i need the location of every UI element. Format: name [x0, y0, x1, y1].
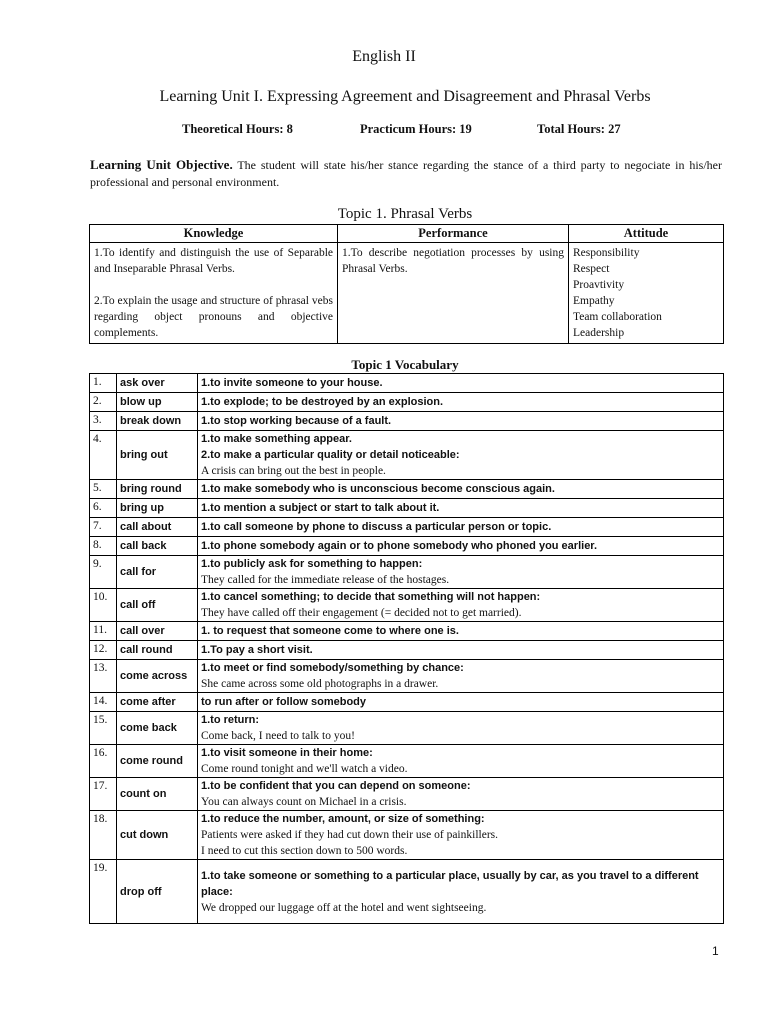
- vocab-row: [90, 499, 724, 518]
- unit-title: Learning Unit I. Expressing Agreement and Disagreement and Phrasal Verbs: [159, 88, 651, 105]
- definition-text: 2.to make a particular quality or detail noticeable:: [201, 449, 460, 461]
- definition-text: 1.to call someone by phone to discuss a particular person or topic.: [201, 521, 552, 533]
- phrasal-verb: bring round: [117, 480, 198, 499]
- definition-text: 1.to publicly ask for something to happen:: [201, 558, 423, 570]
- verb-definition-cell: [198, 556, 724, 589]
- vocab-number: 15.: [90, 712, 117, 745]
- definition-text: 1.to visit someone in their home:: [201, 747, 373, 759]
- phrasal-verb: come back: [117, 712, 198, 745]
- vocab-row: [90, 860, 724, 924]
- example-sentence: You can always count on Michael in a crisis.: [201, 796, 407, 808]
- vocab-number: 1.: [90, 374, 117, 393]
- phrasal-verb: come after: [117, 693, 198, 712]
- vocabulary-table: [89, 373, 724, 924]
- vocab-row: [90, 622, 724, 641]
- vocabulary-title: Topic 1 Vocabulary: [351, 357, 459, 372]
- verb-definition-cell: [198, 745, 724, 778]
- verb-definition-cell: [198, 860, 724, 924]
- definition-text: 1.to cancel something; to decide that something will not happen:: [201, 591, 541, 603]
- definition-text: 1.to return:: [201, 714, 260, 726]
- definition-text: 1.to reduce the number, amount, or size of something:: [201, 813, 485, 825]
- verb-definition-cell: [198, 693, 724, 712]
- verb-definition-cell: [198, 431, 724, 480]
- vocab-number: 5.: [90, 480, 117, 499]
- phrasal-verb: call for: [117, 556, 198, 589]
- vocab-row: [90, 712, 724, 745]
- vocab-row: [90, 745, 724, 778]
- phrasal-verb: cut down: [117, 811, 198, 860]
- vocab-number: 4.: [90, 431, 117, 480]
- example-sentence: A crisis can bring out the best in people.: [201, 465, 386, 477]
- phrasal-verb: come round: [117, 745, 198, 778]
- definition-text: 1.to meet or find somebody/something by chance:: [201, 662, 464, 674]
- example-sentence: They have called off their engagement (= decided not to get married).: [201, 607, 522, 619]
- phrasal-verb: bring out: [117, 431, 198, 480]
- vocab-number: 2.: [90, 393, 117, 412]
- page-number: 1: [712, 944, 719, 958]
- verb-definition-cell: [198, 412, 724, 431]
- attitude-cell: [569, 243, 724, 344]
- theoretical-hours: Theoretical Hours: 8: [182, 122, 293, 136]
- vocabulary-body: [90, 374, 724, 924]
- vocab-number: 14.: [90, 693, 117, 712]
- objective-label: Learning Unit Objective.: [90, 157, 233, 172]
- vocab-number: 8.: [90, 537, 117, 556]
- verb-definition-cell: [198, 374, 724, 393]
- vocab-row: [90, 374, 724, 393]
- vocab-number: 7.: [90, 518, 117, 537]
- competency-table: [89, 224, 724, 344]
- verb-definition-cell: [198, 622, 724, 641]
- unit-objective: [90, 156, 722, 191]
- phrasal-verb: break down: [117, 412, 198, 431]
- definition-text: 1.to be confident that you can depend on someone:: [201, 780, 471, 792]
- vocab-number: 18.: [90, 811, 117, 860]
- verb-definition-cell: [198, 480, 724, 499]
- vocab-number: 6.: [90, 499, 117, 518]
- practicum-hours: Practicum Hours: 19: [360, 122, 472, 136]
- verb-definition-cell: [198, 518, 724, 537]
- vocab-row: [90, 778, 724, 811]
- vocab-number: 16.: [90, 745, 117, 778]
- phrasal-verb: bring up: [117, 499, 198, 518]
- example-sentence: We dropped our luggage off at the hotel and went sightseeing.: [201, 901, 487, 914]
- objective-text: The student will state his/her stance regarding the stance of a third party to negociate in his/her professional and personal environment.: [90, 158, 723, 189]
- attitude-item: Proavtivity: [573, 279, 625, 291]
- definition-text: 1.to invite someone to your house.: [201, 377, 383, 389]
- verb-definition-cell: [198, 499, 724, 518]
- phrasal-verb: call off: [117, 589, 198, 622]
- vocab-row: [90, 393, 724, 412]
- verb-definition-cell: [198, 778, 724, 811]
- verb-definition-cell: [198, 537, 724, 556]
- phrasal-verb: call over: [117, 622, 198, 641]
- vocab-row: [90, 412, 724, 431]
- attitude-item: Responsibility: [573, 247, 640, 259]
- definition-text: 1.to phone somebody again or to phone somebody who phoned you earlier.: [201, 540, 598, 552]
- example-sentence: She came across some old photographs in a drawer.: [201, 678, 439, 690]
- vocab-row: [90, 693, 724, 712]
- topic-title: Topic 1. Phrasal Verbs: [337, 206, 473, 222]
- attitude-header: Attitude: [569, 225, 724, 243]
- phrasal-verb: ask over: [117, 374, 198, 393]
- verb-definition-cell: [198, 660, 724, 693]
- vocab-number: 9.: [90, 556, 117, 589]
- phrasal-verb: count on: [117, 778, 198, 811]
- document-title: English II: [352, 48, 416, 65]
- vocab-number: 12.: [90, 641, 117, 660]
- knowledge-header: Knowledge: [90, 225, 338, 243]
- performance-header: Performance: [338, 225, 569, 243]
- verb-definition-cell: [198, 589, 724, 622]
- example-sentence: I need to cut this section down to 500 words.: [201, 845, 408, 857]
- definition-text: 1.to explode; to be destroyed by an explosion.: [201, 396, 444, 408]
- vocab-row: [90, 537, 724, 556]
- attitude-item: Leadership: [573, 327, 625, 339]
- attitude-item: Team collaboration: [573, 311, 662, 323]
- vocab-number: 11.: [90, 622, 117, 641]
- vocab-row: [90, 480, 724, 499]
- verb-definition-cell: [198, 641, 724, 660]
- phrasal-verb: drop off: [117, 860, 198, 924]
- vocab-number: 19.: [90, 860, 117, 924]
- definition-text: 1.to mention a subject or start to talk about it.: [201, 502, 440, 514]
- definition-text: 1.to take someone or something to a particular place, usually by car, as you travel to a different place:: [201, 869, 699, 898]
- knowledge-item: 1.To identify and distinguish the use of Separable and Inseparable Phrasal Verbs.: [94, 247, 333, 275]
- phrasal-verb: call back: [117, 537, 198, 556]
- definition-text: 1.to make something appear.: [201, 433, 352, 445]
- vocab-row: [90, 556, 724, 589]
- vocab-row: [90, 641, 724, 660]
- performance-cell: 1.To describe negotiation processes by using Phrasal Verbs.: [338, 243, 569, 344]
- knowledge-cell: [90, 243, 338, 344]
- definition-text: to run after or follow somebody: [201, 696, 367, 708]
- vocab-number: 17.: [90, 778, 117, 811]
- example-sentence: Come back, I need to talk to you!: [201, 730, 355, 742]
- vocab-number: 10.: [90, 589, 117, 622]
- phrasal-verb: blow up: [117, 393, 198, 412]
- example-sentence: Patients were asked if they had cut down their use of painkillers.: [201, 829, 499, 841]
- example-sentence: Come round tonight and we'll watch a video.: [201, 763, 408, 775]
- vocab-number: 13.: [90, 660, 117, 693]
- verb-definition-cell: [198, 393, 724, 412]
- vocab-row: [90, 811, 724, 860]
- vocab-row: [90, 660, 724, 693]
- phrasal-verb: call round: [117, 641, 198, 660]
- example-sentence: They called for the immediate release of the hostages.: [201, 574, 450, 586]
- phrasal-verb: come across: [117, 660, 198, 693]
- verb-definition-cell: [198, 712, 724, 745]
- attitude-item: Respect: [573, 263, 610, 275]
- verb-definition-cell: [198, 811, 724, 860]
- vocab-row: [90, 589, 724, 622]
- attitude-item: Empathy: [573, 295, 615, 307]
- total-hours: Total Hours: 27: [537, 122, 621, 136]
- vocab-number: 3.: [90, 412, 117, 431]
- knowledge-item: 2.To explain the usage and structure of phrasal vebs regarding object pronouns and objective complements.: [94, 295, 333, 339]
- phrasal-verb: call about: [117, 518, 198, 537]
- definition-text: 1.to make somebody who is unconscious become conscious again.: [201, 483, 555, 495]
- vocab-row: [90, 518, 724, 537]
- vocab-row: [90, 431, 724, 480]
- definition-text: 1.To pay a short visit.: [201, 644, 313, 656]
- definition-text: 1. to request that someone come to where one is.: [201, 625, 459, 637]
- definition-text: 1.to stop working because of a fault.: [201, 415, 392, 427]
